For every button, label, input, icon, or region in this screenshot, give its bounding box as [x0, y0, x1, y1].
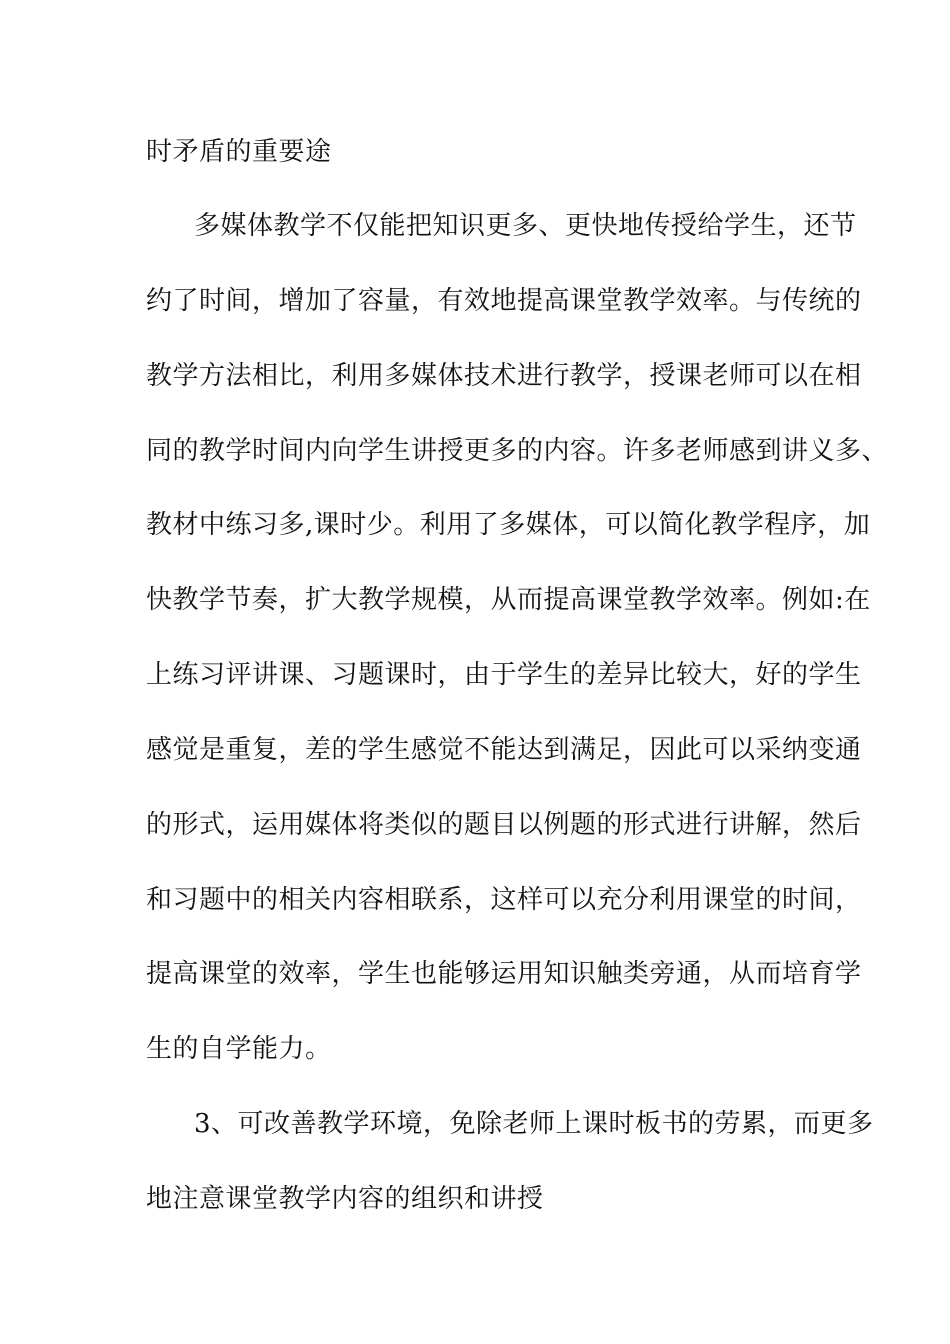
- text-line-4: 教学方法相比，利用多媒体技术进行教学，授课老师可以在相: [146, 361, 862, 391]
- text-line-9: 感觉是重复，差的学生感觉不能达到满足，因此可以采纳变通: [146, 735, 862, 765]
- text-line-14: 3、可改善教学环境，免除老师上课时板书的劳累，而更多: [194, 1109, 874, 1139]
- text-line-13: 生的自学能力。: [146, 1034, 332, 1064]
- text-line-11: 和习题中的相关内容相联系，这样可以充分利用课堂的时间，: [146, 885, 862, 915]
- text-line-10: 的形式，运用媒体将类似的题目以例题的形式进行讲解，然后: [146, 810, 862, 840]
- text-line-6: 教材中练习多,课时少。利用了多媒体，可以简化教学程序，加: [146, 510, 871, 540]
- text-line-8: 上练习评讲课、习题课时，由于学生的差异比较大，好的学生: [146, 660, 862, 690]
- text-line-2: 多媒体教学不仅能把知识更多、更快地传授给学生，还节: [194, 211, 857, 241]
- text-line-15: 地注意课堂教学内容的组织和讲授: [146, 1184, 544, 1214]
- text-line-7: 快教学节奏，扩大教学规模，从而提高课堂教学效率。例如:在: [146, 585, 871, 615]
- text-line-12: 提高课堂的效率，学生也能够运用知识触类旁通，从而培育学: [146, 959, 862, 989]
- text-line-5: 同的教学时间内向学生讲授更多的内容。许多老师感到讲义多、: [146, 436, 889, 466]
- text-line-3: 约了时间，增加了容量，有效地提高课堂教学效率。与传统的: [146, 286, 862, 316]
- text-line-1: 时矛盾的重要途: [146, 137, 332, 167]
